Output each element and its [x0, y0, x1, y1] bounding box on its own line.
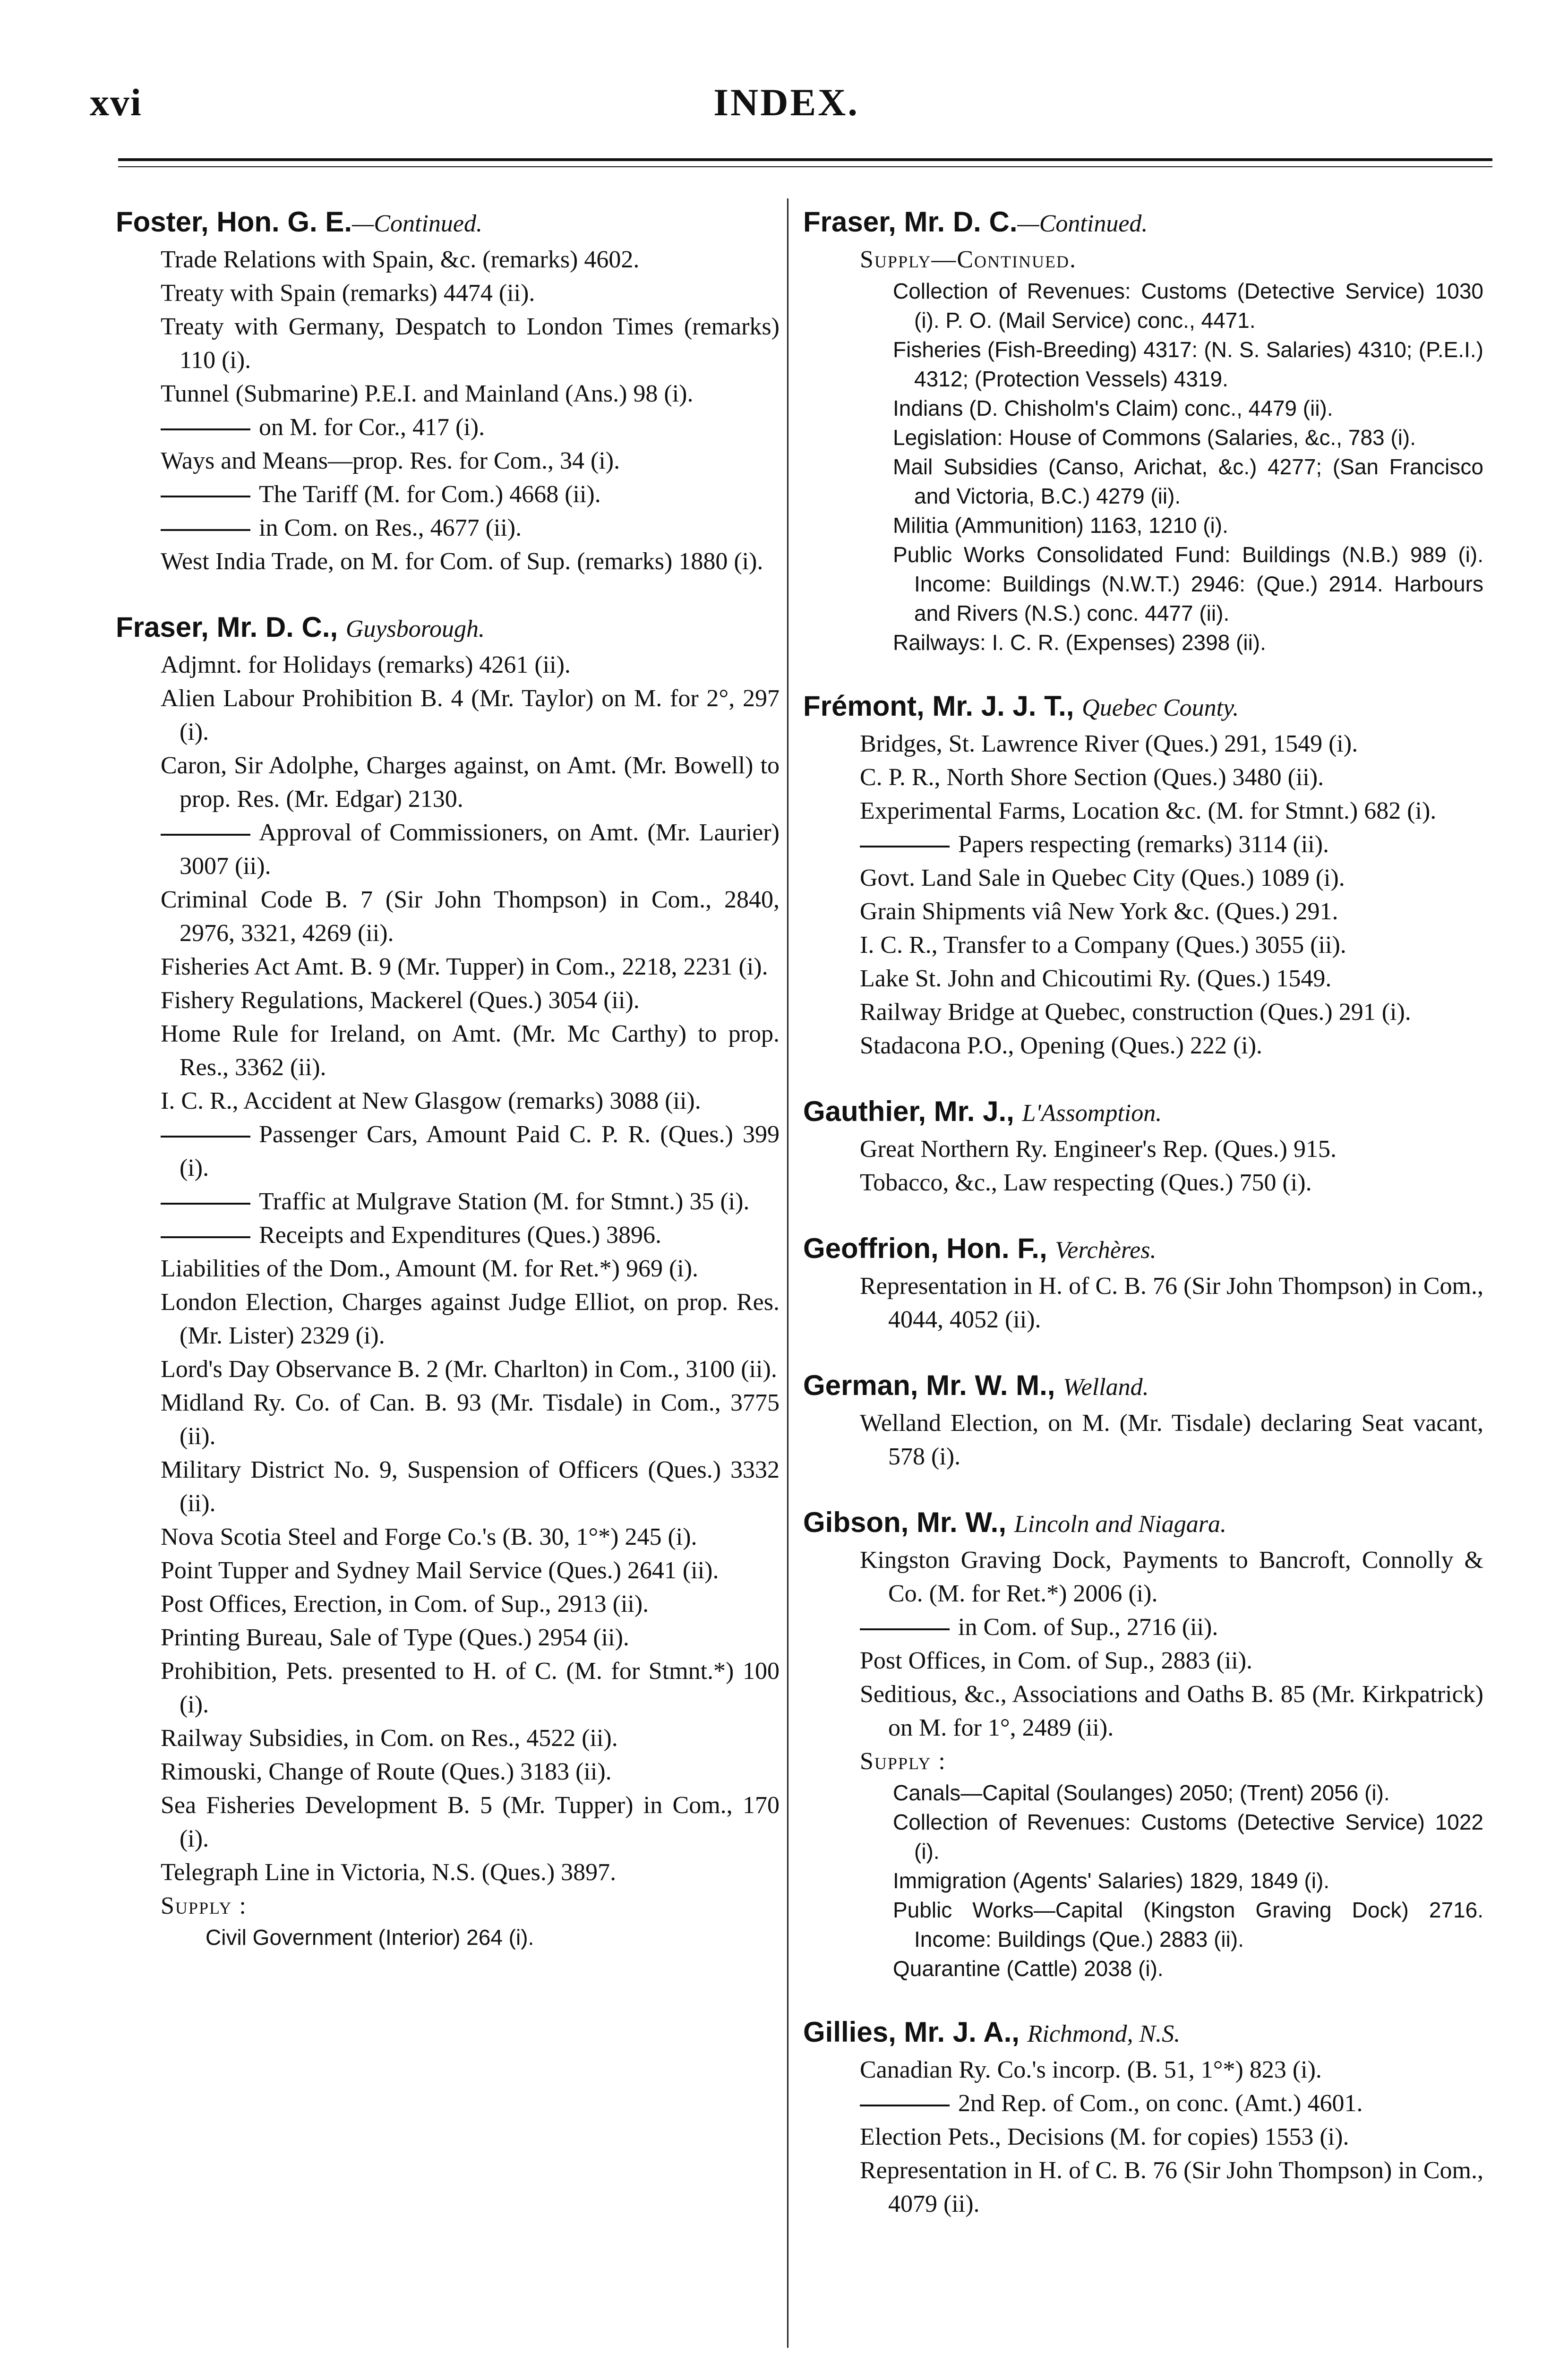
- header-rule-thin: [118, 166, 1492, 167]
- index-entry: Post Offices, Erection, in Com. of Sup., 2913 (ii).: [161, 1591, 649, 1617]
- ditto-dash: [161, 1136, 250, 1138]
- index-entry: Experimental Farms, Location &c. (M. for Stmnt.) 682 (i).: [860, 797, 1437, 824]
- ditto-dash: [860, 1628, 950, 1630]
- index-entry: Election Pets., Decisions (M. for copies) 1553 (i).: [860, 2123, 1349, 2150]
- index-entry: Canadian Ry. Co.'s incorp. (B. 51, 1°*) 823 (i).: [860, 2056, 1322, 2083]
- supply-item: Collection of Revenues: Customs (Detective Service) 1030 (i). P. O. (Mail Service) conc., 4471.: [893, 279, 1483, 333]
- page-number: xvi: [90, 81, 142, 124]
- index-entry: Adjmnt. for Holidays (remarks) 4261 (ii).: [161, 651, 571, 678]
- supply-item: Mail Subsidies (Canso, Arichat, &c.) 4277; (San Francisco and Victoria, B.C.) 4279 (ii).: [893, 454, 1483, 508]
- ditto-dash: [161, 1203, 250, 1205]
- ditto-dash: [860, 2105, 950, 2106]
- index-entry: Bridges, St. Lawrence River (Ques.) 291, 1549 (i).: [860, 730, 1358, 757]
- index-entry: Welland Election, on M. (Mr. Tisdale) declaring Seat vacant, 578 (i).: [860, 1410, 1483, 1470]
- index-entry: Govt. Land Sale in Quebec City (Ques.) 1089 (i).: [860, 864, 1345, 891]
- ditto-dash: [860, 846, 950, 847]
- index-entry: Tunnel (Submarine) P.E.I. and Mainland (Ans.) 98 (i).: [161, 380, 694, 407]
- left-column: [116, 203, 780, 1952]
- index-heading: Fraser, Mr. D. C., Guysborough.: [116, 611, 485, 643]
- supply-label: Supply :: [161, 1892, 247, 1919]
- index-entry: Great Northern Ry. Engineer's Rep. (Ques.) 915.: [860, 1136, 1337, 1163]
- supply-item: Civil Government (Interior) 264 (i).: [206, 1925, 534, 1950]
- index-heading: German, Mr. W. M., Welland.: [803, 1369, 1149, 1401]
- index-entry: Alien Labour Prohibition B. 4 (Mr. Taylor) on M. for 2°, 297 (i).: [161, 685, 780, 745]
- ditto-dash: [161, 428, 250, 430]
- index-entry: The Tariff (M. for Com.) 4668 (ii).: [116, 478, 780, 511]
- supply-item: Canals—Capital (Soulanges) 2050; (Trent) 2056 (i).: [893, 1780, 1390, 1805]
- supply-item: Railways: I. C. R. (Expenses) 2398 (ii).: [893, 630, 1266, 655]
- index-entry: Ways and Means—prop. Res. for Com., 34 (i).: [161, 447, 620, 474]
- index-entry: London Election, Charges against Judge Elliot, on prop. Res. (Mr. Lister) 2329 (i).: [161, 1289, 780, 1349]
- index-entry: Approval of Commissioners, on Amt. (Mr. Laurier) 3007 (ii).: [116, 816, 780, 883]
- index-entry: Grain Shipments viâ New York &c. (Ques.) 291.: [860, 898, 1338, 925]
- index-entry: Tobacco, &c., Law respecting (Ques.) 750 (i).: [860, 1169, 1312, 1196]
- index-entry: Stadacona P.O., Opening (Ques.) 222 (i).: [860, 1032, 1263, 1059]
- column-divider: [787, 198, 788, 2348]
- index-entry: Treaty with Germany, Despatch to London Times (remarks) 110 (i).: [161, 313, 780, 374]
- index-heading: Geoffrion, Hon. F., Verchères.: [803, 1232, 1157, 1264]
- index-entry: Treaty with Spain (remarks) 4474 (ii).: [161, 280, 535, 307]
- header-rule: [118, 158, 1492, 161]
- index-entry: Printing Bureau, Sale of Type (Ques.) 2954 (ii).: [161, 1624, 629, 1651]
- supply-item: Indians (D. Chisholm's Claim) conc., 4479 (ii).: [893, 396, 1333, 420]
- index-entry: Railway Subsidies, in Com. on Res., 4522 (ii).: [161, 1725, 618, 1752]
- supply-item: Legislation: House of Commons (Salaries, &c., 783 (i).: [893, 425, 1416, 450]
- supply-item: Public Works Consolidated Fund: Buildings (N.B.) 989 (i). Income: Buildings (N.W.T.) 2946: (Que.) 2914. Harbours and Rivers (N.S.) conc. 4477 (ii).: [893, 542, 1483, 625]
- supply-label: Supply :: [860, 1748, 946, 1775]
- index-entry: Kingston Graving Dock, Payments to Bancroft, Connolly & Co. (M. for Ret.*) 2006 (i).: [860, 1547, 1483, 1607]
- index-entry: I. C. R., Transfer to a Company (Ques.) 3055 (ii).: [860, 932, 1346, 958]
- ditto-dash: [161, 496, 250, 497]
- index-heading: Gauthier, Mr. J., L'Assomption.: [803, 1095, 1162, 1127]
- index-heading: Frémont, Mr. J. J. T., Quebec County.: [803, 690, 1239, 722]
- index-entry: in Com. of Sup., 2716 (ii).: [803, 1610, 1483, 1644]
- index-entry: Prohibition, Pets. presented to H. of C. (M. for Stmnt.*) 100 (i).: [161, 1658, 780, 1718]
- index-entry: Fishery Regulations, Mackerel (Ques.) 3054 (ii).: [161, 987, 640, 1014]
- index-entry: Telegraph Line in Victoria, N.S. (Ques.) 3897.: [161, 1859, 617, 1886]
- page-title: INDEX.: [713, 81, 859, 124]
- index-entry: West India Trade, on M. for Com. of Sup. (remarks) 1880 (i).: [161, 548, 763, 575]
- supply-item: Immigration (Agents' Salaries) 1829, 1849 (i).: [893, 1868, 1330, 1893]
- page-header: [80, 80, 1492, 137]
- ditto-dash: [161, 1236, 250, 1238]
- index-heading: Fraser, Mr. D. C.—Continued.: [803, 206, 1148, 238]
- index-entry: Representation in H. of C. B. 76 (Sir John Thompson) in Com., 4079 (ii).: [860, 2157, 1483, 2217]
- supply-item: Militia (Ammunition) 1163, 1210 (i).: [893, 513, 1228, 538]
- index-entry: I. C. R., Accident at New Glasgow (remarks) 3088 (ii).: [161, 1087, 701, 1114]
- index-entry: Rimouski, Change of Route (Ques.) 3183 (ii).: [161, 1758, 612, 1785]
- index-entry: on M. for Cor., 417 (i).: [116, 411, 780, 444]
- index-entry: Trade Relations with Spain, &c. (remarks) 4602.: [161, 246, 640, 273]
- supply-item: Public Works—Capital (Kingston Graving Dock) 2716. Income: Buildings (Que.) 2883 (ii).: [893, 1898, 1483, 1951]
- index-entry: Railway Bridge at Quebec, construction (Ques.) 291 (i).: [860, 999, 1411, 1026]
- index-heading: Gibson, Mr. W., Lincoln and Niagara.: [803, 1506, 1226, 1538]
- supply-label: Supply—Continued.: [860, 246, 1077, 273]
- index-entry: Seditious, &c., Associations and Oaths B. 85 (Mr. Kirkpatrick) on M. for 1°, 2489 (ii).: [860, 1681, 1483, 1741]
- index-entry: Sea Fisheries Development B. 5 (Mr. Tupper) in Com., 170 (i).: [161, 1792, 780, 1852]
- index-entry: Nova Scotia Steel and Forge Co.'s (B. 30, 1°*) 245 (i).: [161, 1523, 697, 1550]
- index-entry: C. P. R., North Shore Section (Ques.) 3480 (ii).: [860, 764, 1324, 791]
- index-entry: Midland Ry. Co. of Can. B. 93 (Mr. Tisdale) in Com., 3775 (ii).: [161, 1389, 780, 1450]
- index-entry: Home Rule for Ireland, on Amt. (Mr. Mc Carthy) to prop. Res., 3362 (ii).: [161, 1020, 780, 1081]
- index-entry: Military District No. 9, Suspension of Officers (Ques.) 3332 (ii).: [161, 1456, 780, 1517]
- index-entry: in Com. on Res., 4677 (ii).: [116, 511, 780, 545]
- supply-item: Collection of Revenues: Customs (Detective Service) 1022 (i).: [893, 1810, 1483, 1864]
- index-entry: Criminal Code B. 7 (Sir John Thompson) in Com., 2840, 2976, 3321, 4269 (ii).: [161, 886, 780, 947]
- index-entry: Papers respecting (remarks) 3114 (ii).: [803, 828, 1483, 861]
- supply-item: Quarantine (Cattle) 2038 (i).: [893, 1956, 1164, 1981]
- index-entry: Representation in H. of C. B. 76 (Sir John Thompson) in Com., 4044, 4052 (ii).: [860, 1273, 1483, 1333]
- supply-item: Fisheries (Fish-Breeding) 4317: (N. S. Salaries) 4310; (P.E.I.) 4312; (Protection Vessels) 4319.: [893, 337, 1483, 391]
- ditto-dash: [161, 529, 250, 531]
- ditto-dash: [161, 834, 250, 836]
- index-entry: 2nd Rep. of Com., on conc. (Amt.) 4601.: [803, 2087, 1483, 2120]
- index-entry: Liabilities of the Dom., Amount (M. for Ret.*) 969 (i).: [161, 1255, 699, 1282]
- index-entry: Caron, Sir Adolphe, Charges against, on Amt. (Mr. Bowell) to prop. Res. (Mr. Edgar) 2130.: [161, 752, 780, 813]
- index-entry: Lake St. John and Chicoutimi Ry. (Ques.) 1549.: [860, 965, 1332, 992]
- index-entry: Traffic at Mulgrave Station (M. for Stmnt.) 35 (i).: [116, 1185, 780, 1218]
- index-entry: Receipts and Expenditures (Ques.) 3896.: [116, 1218, 780, 1252]
- index-entry: Lord's Day Observance B. 2 (Mr. Charlton) in Com., 3100 (ii).: [161, 1356, 777, 1383]
- index-entry: Post Offices, in Com. of Sup., 2883 (ii).: [860, 1647, 1253, 1674]
- index-heading: Gillies, Mr. J. A., Richmond, N.S.: [803, 2016, 1181, 2048]
- index-entry: Passenger Cars, Amount Paid C. P. R. (Ques.) 399 (i).: [116, 1118, 780, 1185]
- index-entry: Fisheries Act Amt. B. 9 (Mr. Tupper) in Com., 2218, 2231 (i).: [161, 953, 768, 980]
- index-heading: Foster, Hon. G. E.—Continued.: [116, 206, 482, 238]
- right-column: [803, 203, 1483, 2221]
- index-entry: Point Tupper and Sydney Mail Service (Ques.) 2641 (ii).: [161, 1557, 719, 1584]
